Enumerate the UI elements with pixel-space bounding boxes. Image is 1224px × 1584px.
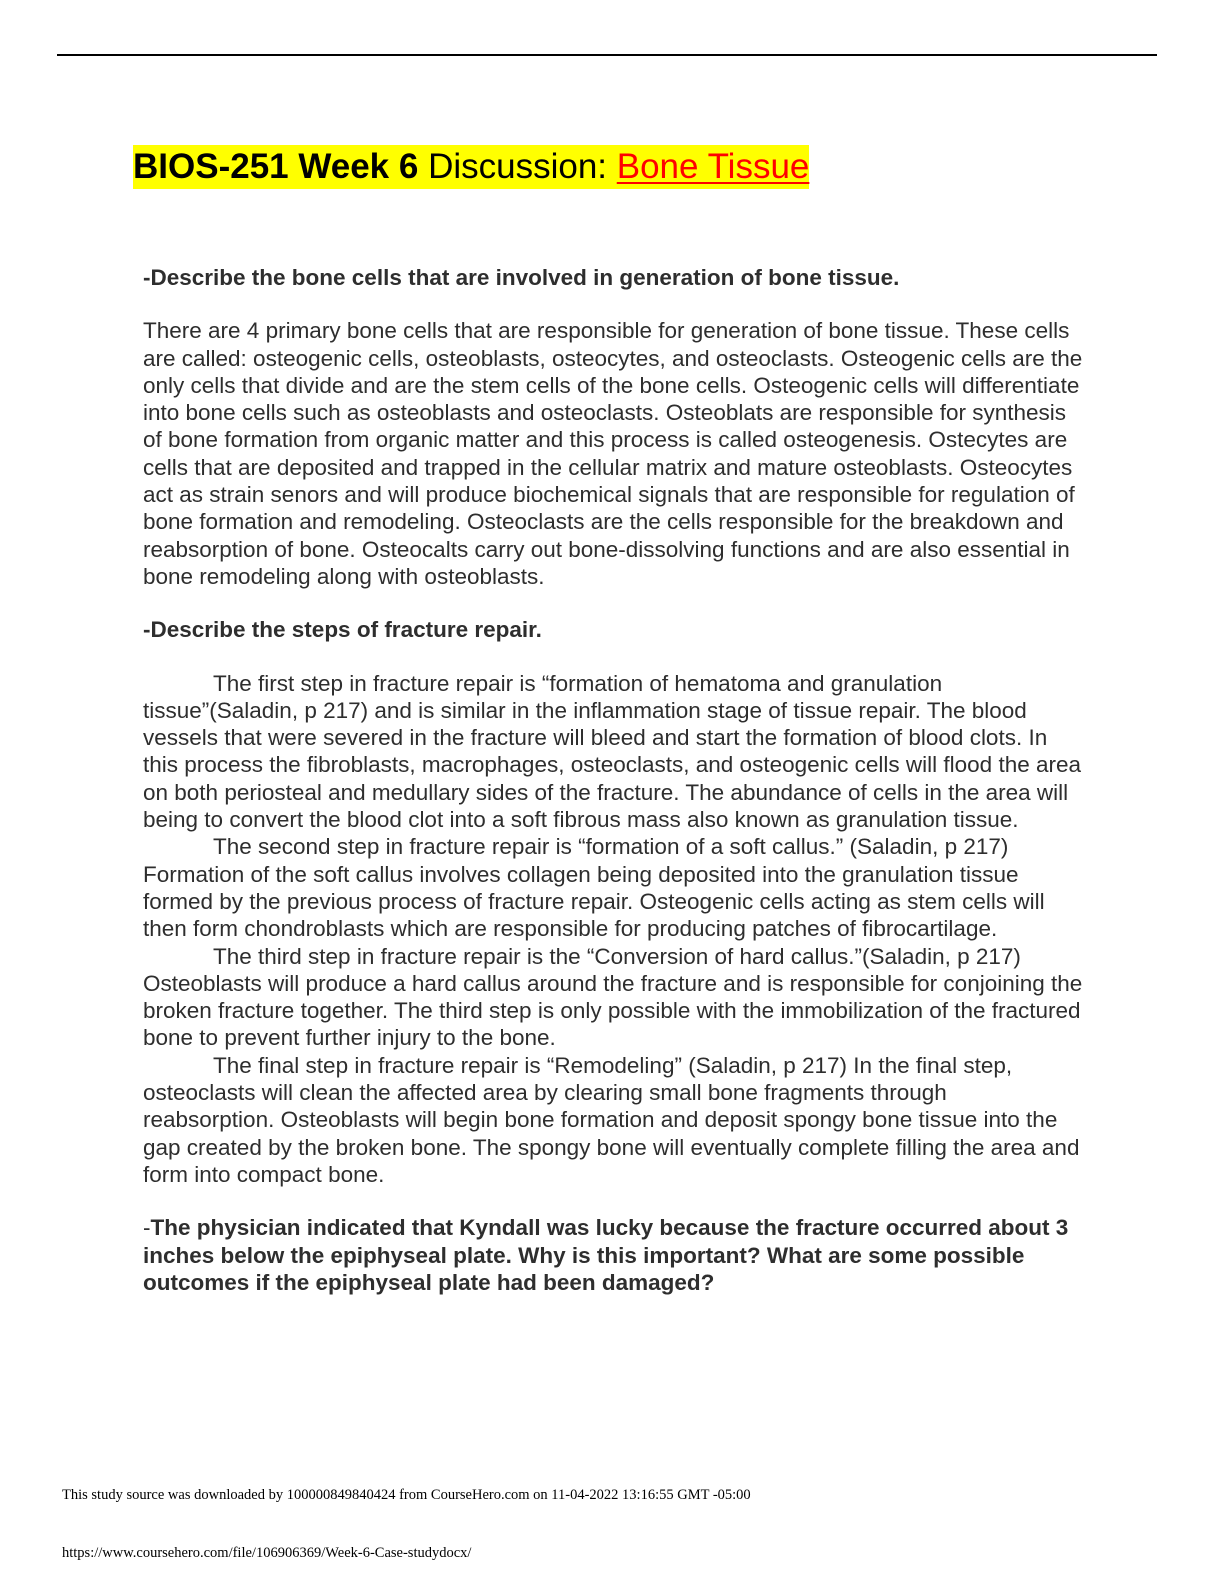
answer-bone-cells: There are 4 primary bone cells that are responsible for generation of bone tissue. These cells are called: osteogenic cells, osteoblasts, osteocytes, and osteoclasts. Osteogenic cells are the only cells that divide and are the stem cells of the bone cells. Osteogenic cells will differentiate into bone cells such as osteoblasts and osteoclasts. Osteoblats are responsible for synthesis of bone formation from organic matter and this process is called osteogenesis. Ostecytes are cells that are deposited and trapped in the cellular matrix and mature osteoblasts. Osteocytes act as strain senors and will produce biochemical signals that are responsible for regulation of bone formation and remodeling. Osteoclasts are the cells responsible for the breakdown and reabsorption of bone. Osteocalts carry out bone-dissolving functions and are also essential in bone remodeling along with osteoblasts. <box>143 318 1083 589</box>
question-dash: - <box>143 1215 151 1241</box>
top-horizontal-rule <box>57 54 1157 56</box>
answer-step-1: The first step in fracture repair is “formation of hematoma and granulation tissue”(Saladin, p 217) and is similar in the inflammation stage of tissue repair. The blood vessels that were severed in the fracture will bleed and start the formation of blood clots. In this process the fibroblasts, macrophages, osteoclasts, and osteogenic cells will flood the area on both periosteal and medullary sides of the fracture. The abundance of cells in the area will being to convert the blood clot into a soft fibrous mass also known as granulation tissue. <box>143 670 1082 833</box>
title-topic-link[interactable]: Bone Tissue <box>616 147 810 186</box>
question-fracture-repair: -Describe the steps of fracture repair. <box>143 617 542 643</box>
answer-step-4: The final step in fracture repair is “Remodeling” (Saladin, p 217) In the final step, osteoclasts will clean the affected area by clearing small bone fragments through reabsorption. Osteoblasts will begin bone formation and deposit spongy bone tissue into the gap created by the broken bone. The spongy bone will eventually complete filling the area and form into compact bone. <box>143 1052 1080 1187</box>
source-url[interactable]: https://www.coursehero.com/file/106906369/Week-6-Case-studydocx/ <box>62 1545 472 1561</box>
question-epiphyseal-text: The physician indicated that Kyndall was lucky because the fracture occurred about 3 inches below the epiphyseal plate. Why is this important? What are some possible outcomes if the epiphyseal plate had been damaged? <box>143 1215 1069 1295</box>
answer-step-2: The second step in fracture repair is “formation of a soft callus.” (Saladin, p 217) Formation of the soft callus involves collagen being deposited into the granulation tissue formed by the previous process of fracture repair. Osteogenic cells acting as stem cells will then form chondroblasts which are responsible for producing patches of fibrocartilage. <box>143 834 1045 942</box>
question-bone-cells: -Describe the bone cells that are involved in generation of bone tissue. <box>143 265 900 290</box>
question-epiphyseal-plate <box>143 1214 1083 1296</box>
title-course: BIOS-251 Week 6 <box>133 147 419 186</box>
download-notice: This study source was downloaded by 100000849840424 from CourseHero.com on 11-04-2022 13:16:55 GMT -05:00 <box>62 1487 751 1503</box>
document-body <box>143 264 1083 1296</box>
title-middle: Discussion: <box>418 147 617 186</box>
answer-step-3: The third step in fracture repair is the “Conversion of hard callus.”(Saladin, p 217) Osteoblasts will produce a hard callus around the fracture and is responsible for conjoining the broken fracture together. The third step is only possible with the immobilization of the fractured bone to prevent further injury to the bone. <box>143 943 1083 1051</box>
document-title <box>133 145 809 189</box>
